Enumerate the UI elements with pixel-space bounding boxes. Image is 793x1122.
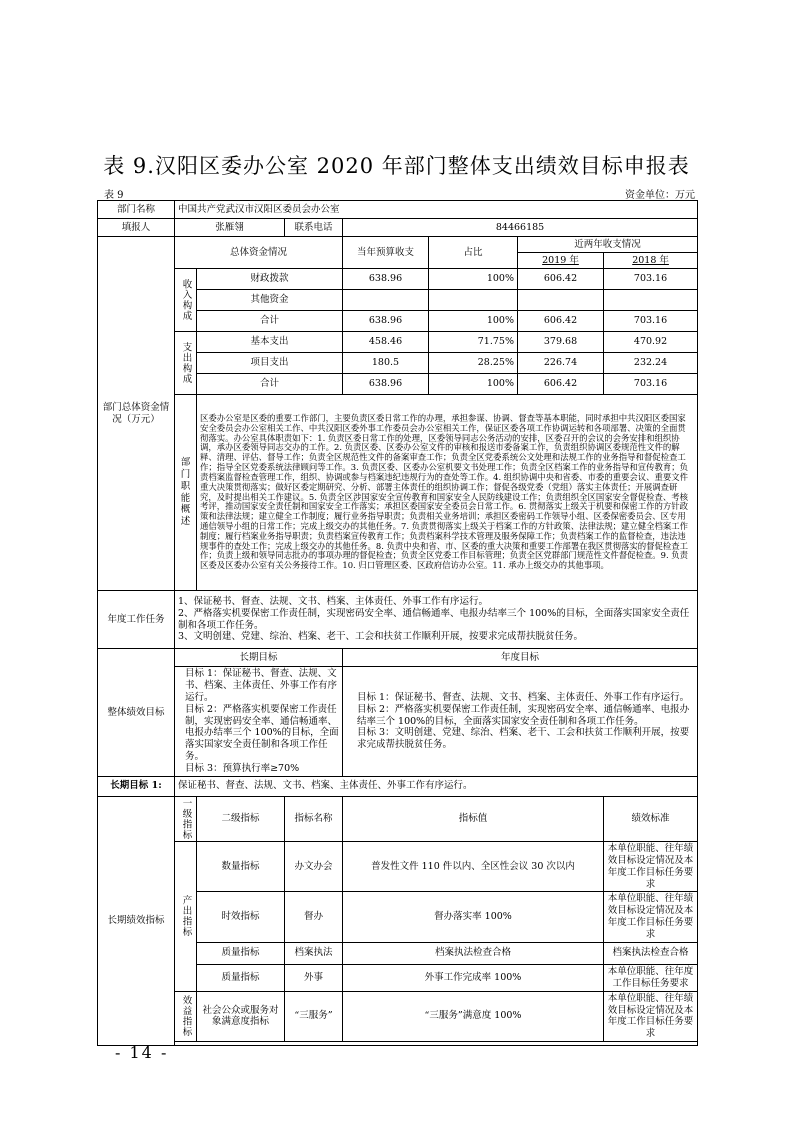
annual-task-line: 1、保证秘书、督查、法规、文书、档案、主体责任、外事工作有序运行。 — [178, 595, 489, 607]
annual-tasks — [175, 591, 698, 649]
output-value: 督办落实率 100% — [343, 892, 604, 943]
dept-label: 部门名称 — [98, 201, 175, 219]
output-standard: 本单位职能、往年绩效目标设定情况及本年度工作目标任务要求 — [604, 892, 698, 943]
year-goal-line: 目标 3：文明创建、党建、综治、档案、老干、工会和扶贫工作顺利开展，按要求完成帮扶脱贫任务。 — [357, 727, 690, 751]
effect-name: “三服务” — [285, 991, 343, 1042]
income-row-budget — [343, 290, 429, 311]
output-value: 档案执法检查合格 — [343, 942, 604, 964]
dept-value: 中国共产党武汉市汉阳区委员会办公室 — [175, 201, 698, 219]
funds-overall-header: 总体资金情况 — [175, 237, 343, 269]
long-goal-header: 长期目标 — [175, 649, 343, 667]
expense-row-ratio: 71.75% — [429, 332, 518, 353]
long-goal-line: 目标 2：严格落实机要保密工作责任制，实现密码安全率、通信畅通率、电报办结率三个 100%的目标，全面落实国家安全责任制和各项工作任务。 — [185, 703, 339, 763]
output-level2: 数量指标 — [197, 841, 285, 892]
filler-label: 填报人 — [98, 219, 175, 237]
overall-label: 整体绩效目标 — [98, 649, 175, 777]
income-row-2019: 606.42 — [518, 269, 604, 290]
expense-total-name: 合计 — [197, 374, 343, 395]
year-goal-line: 目标 2：严格落实机要保密工作责任制，实现密码安全率、通信畅通率、电报办结率三个 100%的目标，全面落实国家安全责任制和各项工作任务。 — [357, 703, 690, 727]
income-row-budget: 638.96 — [343, 269, 429, 290]
effect-indicator-label: 效益指标 — [175, 991, 197, 1042]
expense-row-2019: 226.74 — [518, 353, 604, 374]
effect-level2: 社会公众或服务对象满意度指标 — [197, 991, 285, 1042]
phone-label: 联系电话 — [285, 219, 343, 237]
page-title: 表 9.汉阳区委办公室 2020 年部门整体支出绩效目标申报表 — [103, 154, 690, 178]
output-standard: 本单位职能、往年度工作目标任务要求 — [604, 964, 698, 991]
income-row-2018 — [604, 290, 698, 311]
indicator-name-header: 指标名称 — [285, 796, 343, 841]
long-target-text: 保证秘书、督查、法规、文书、档案、主体责任、外事工作有序运行。 — [175, 776, 698, 796]
annual-task-line: 3、文明创建、党建、综治、档案、老干、工会和扶贫工作顺利开展，按要求完成帮扶脱贫任务。 — [178, 631, 584, 643]
expense-total-budget: 638.96 — [343, 374, 429, 395]
output-name: 督办 — [285, 892, 343, 943]
year-goal-line: 目标 1：保证秘书、督查、法规、文书、档案、主体责任、外事工作有序运行。 — [357, 691, 690, 703]
expense-total-ratio: 100% — [429, 374, 518, 395]
standard-header: 绩效标准 — [604, 796, 698, 841]
funds-ratio-header: 占比 — [429, 237, 518, 269]
expense-row-budget: 458.46 — [343, 332, 429, 353]
expense-row-2019: 379.68 — [518, 332, 604, 353]
income-row-2019 — [518, 290, 604, 311]
filler-name: 张雁翎 — [175, 219, 285, 237]
funds-budget-header: 当年预算收支 — [343, 237, 429, 269]
output-name: 外事 — [285, 964, 343, 991]
expense-row-2018: 232.24 — [604, 353, 698, 374]
page-number: - 14 - — [115, 1043, 169, 1062]
output-standard: 本单位职能、往年绩效目标设定情况及本年度工作目标任务要求 — [604, 841, 698, 892]
expense-row-name: 基本支出 — [197, 332, 343, 353]
expense-row-budget: 180.5 — [343, 353, 429, 374]
output-level2: 质量指标 — [197, 964, 285, 991]
long-goals — [175, 667, 343, 777]
funds-recent-header: 近两年收支情况 — [518, 237, 698, 253]
annual-task-line: 2、严格落实机要保密工作责任制，实现密码安全率、通信畅通率、电报办结率三个 100%的目标，全面落实国家安全责任制和各项工作任务。 — [178, 607, 690, 631]
expense-total-2019: 606.42 — [518, 374, 604, 395]
output-level2: 时效指标 — [197, 892, 285, 943]
output-value: 外事工作完成率 100% — [343, 964, 604, 991]
funds-2019-header: 2019 年 — [518, 253, 604, 269]
table-bottom-spacer — [175, 1042, 698, 1046]
performance-table — [97, 200, 698, 1046]
fund-unit: 资金单位：万元 — [625, 190, 695, 201]
indicator-value-header: 指标值 — [343, 796, 604, 841]
level1-header: 一级指标 — [175, 796, 197, 841]
income-total-2019: 606.42 — [518, 311, 604, 332]
year-goal-header: 年度目标 — [343, 649, 698, 667]
income-total-2018: 703.16 — [604, 311, 698, 332]
annual-label: 年度工作任务 — [98, 591, 175, 649]
effect-standard: 本单位职能、往年绩效目标设定情况及本年度工作目标任务要求 — [604, 991, 698, 1042]
table-number: 表 9 — [104, 190, 124, 201]
output-indicator-label: 产出指标 — [175, 841, 197, 991]
income-total-name: 合计 — [197, 311, 343, 332]
expense-total-2018: 703.16 — [604, 374, 698, 395]
income-label: 收入构成 — [175, 269, 197, 332]
duties-text: 区委办公室是区委的重要工作部门，主要负责区委日常工作的办理，承担参谋、协调、督查等基本职能，同时承担中共汉阳区委国家安全委员会办公室相关工作、中共汉阳区委外事工作委员会办公室相关工作，保证区委各项工作协调运转和各项部署、决策的全面贯彻落实。办公室具体职责如下：1. 负责区委日常工作的处理，区委领导同志公务活动的安排，区委召开的会议的会务安排和组织协调，承办区委领导同志交办的工作。2. 负责区委、区委办公室文件的审核和报送市委备案工作，负责组织协调区委规范性文件的解释、清理、评估、督导工作；负责全区规范性文件的备案审查工作；负责全区党委系统公文处理和法规工作的业务指导和督促检查工作；指导全区党委系统法律顾问等工作。3. 负责区委、区委办公室机要文书处理工作；负责全区档案工作的业务指导和宣传教育；负责档案监督检查管理工作，组织、协调或参与档案违纪违规行为的查处等工作。4. 组织协调中央和省委、市委的重要会议、重要文件重大决策贯彻落实；做好区委定期研究、分析、部署主体责任的组织协调工作；督促各级党委（党组）落实主体责任；开展调查研究，及时提出相关工作建议。5. 负责全区涉国家安全宣传教育和国家安全人民防线建设工作；负责组织全区国家安全督促检查、考核考评，推动国家安全责任制和国家安全工作落实；承担区委国家安全委员会日常工作。6. 贯彻落实上级关于机要和保密工作的方针政策和法律法规；建立健全工作制度；履行业务指导职责；负责相关业务培训；承担区委密码工作领导小组、区委保密委员会、区专用通信领导小组的日常工作；完成上级交办的其他任务。7. 负责贯彻落实上级关于档案工作的方针政策、法律法规；建立健全档案工作制度；履行档案业务指导职责；负责档案宣传教育工作；负责档案科学技术管理及服务保障工作；负责档案工作的监督检查，违法违规事件的查处工作；完成上级交办的其他任务。8. 负责中央和省、市、区委的重大决策和重要工作部署在我区贯彻落实的督促检查工作；负责上级和领导同志批办的事项办理的督促检查；负责全区党委工作目标管理；负责全区党群部门规范性文件督促检查。9. 负责区委及区委办公室有关公务接待工作。10. 归口管理区委、区政府信访办公室。11. 承办上级交办的其他事项。 — [197, 395, 698, 591]
output-value: 普发性文件 110 件以内、全区性会议 30 次以内 — [343, 841, 604, 892]
funds-section-label: 部门总体资金情况（万元） — [98, 237, 175, 591]
income-row-name: 财政拨款 — [197, 269, 343, 290]
income-row-name: 其他资金 — [197, 290, 343, 311]
output-level2: 质量指标 — [197, 942, 285, 964]
long-goal-line: 目标 3：预算执行率≥70% — [185, 763, 300, 774]
duties-label: 部门职能概述 — [175, 395, 197, 591]
year-goals — [343, 667, 698, 777]
expense-row-ratio: 28.25% — [429, 353, 518, 374]
output-name: 办文办会 — [285, 841, 343, 892]
output-standard: 档案执法检查合格 — [604, 942, 698, 964]
phone-value: 84466185 — [343, 219, 698, 237]
income-row-ratio: 100% — [429, 269, 518, 290]
income-total-budget: 638.96 — [343, 311, 429, 332]
income-total-ratio: 100% — [429, 311, 518, 332]
effect-value: “三服务”满意度 100% — [343, 991, 604, 1042]
expense-row-2018: 470.92 — [604, 332, 698, 353]
income-row-2018: 703.16 — [604, 269, 698, 290]
funds-2018-header: 2018 年 — [604, 253, 698, 269]
income-row-ratio — [429, 290, 518, 311]
expense-label: 支出构成 — [175, 332, 197, 395]
level2-header: 二级指标 — [197, 796, 285, 841]
output-name: 档案执法 — [285, 942, 343, 964]
expense-row-name: 项目支出 — [197, 353, 343, 374]
long-goal-line: 目标 1：保证秘书、督查、法规、文书、档案、主体责任、外事工作有序运行。 — [185, 668, 338, 703]
indicators-label: 长期绩效指标 — [98, 796, 175, 1045]
long-target-label: 长期目标 1: — [98, 776, 175, 796]
